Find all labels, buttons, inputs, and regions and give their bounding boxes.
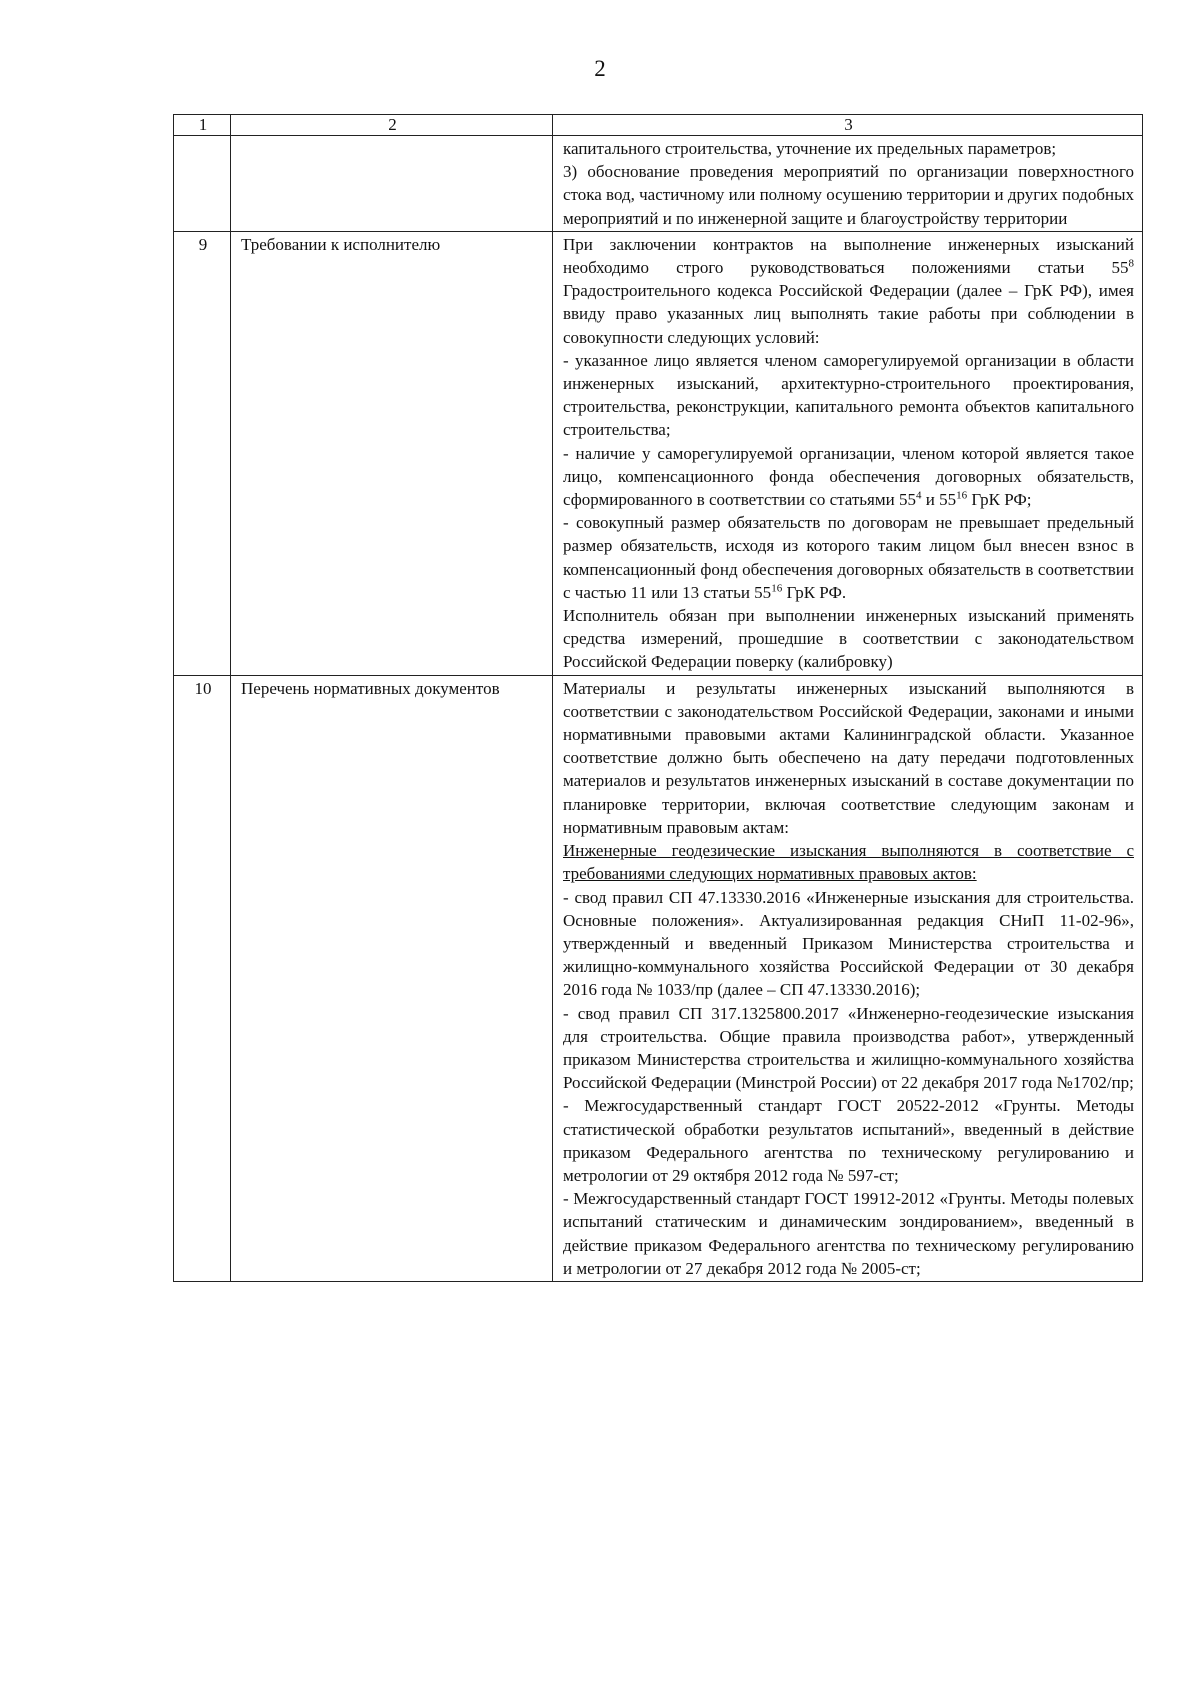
superscript: 16	[771, 582, 783, 595]
paragraph	[563, 233, 1134, 349]
header-col-3: 3	[553, 115, 1143, 136]
row-name	[231, 136, 553, 232]
row-name: Перечень нормативных документов	[231, 675, 553, 1281]
paragraph: 3) обоснование проведения мероприятий по организации поверхностного стока вод, частичному или полному осушению территории и других подобных мероприятий и по инженерной защите и благоустройству территории	[563, 162, 1134, 228]
paragraph: - свод правил СП 317.1325800.2017 «Инженерно-геодезические изыскания для строительства. Общие правила производства работ», утвержденный приказом Министерства строительства и жилищно-коммунального хозяйства Российской Федерации (Минстрой России) от 22 декабря 2017 года №1702/пр;	[563, 1003, 1134, 1093]
text-fragment: и 55	[921, 490, 957, 510]
text-fragment: - совокупный размер обязательств по договорам не превышает предельный размер обязательств, исходя из которого таким лицом был внесен взнос в компенсационный фонд обеспечения договорных обязательств в соответствии с частью 11 или 13 статьи 55	[563, 513, 1134, 602]
requirements-table	[173, 114, 1143, 1282]
table-row-continuation	[174, 136, 1143, 232]
superscript: 16	[956, 489, 968, 502]
text-fragment: ГрК РФ.	[782, 582, 847, 602]
paragraph: - свод правил СП 47.13330.2016 «Инженерные изыскания для строительства. Основные положения». Актуализированная редакция СНиП 11-02-96», утвержденный и введенный Приказом Министерства строительства и жилищно-коммунального хозяйства Российской Федерации от 30 декабря 2016 года № 1033/пр (далее – СП 47.13330.2016);	[563, 887, 1134, 1000]
text-fragment: Градостроительного кодекса Российской Федерации (далее – ГрК РФ), имея ввиду право указанных лиц выполнять такие работы при соблюдении в совокупности следующих условий:	[563, 281, 1134, 347]
row-number	[174, 136, 231, 232]
section-heading-underlined: Инженерные геодезические изыскания выполняются в соответствие с требованиями следующих нормативных правовых актов:	[563, 841, 1134, 884]
table-header-row	[174, 115, 1143, 136]
paragraph: - Межгосударственный стандарт ГОСТ 20522-2012 «Грунты. Методы статистической обработки результатов испытаний», введенный в действие приказом Федерального агентства по техническому регулированию и метрологии от 29 октября 2012 года № 597-ст;	[563, 1096, 1134, 1185]
row-content	[553, 136, 1143, 232]
table-row-9	[174, 231, 1143, 675]
row-content	[553, 675, 1143, 1281]
header-col-2: 2	[231, 115, 553, 136]
text-fragment: При заключении контрактов на выполнение инженерных изысканий необходимо строго руководствоваться положениями статьи 55	[563, 234, 1134, 278]
header-col-1: 1	[174, 115, 231, 136]
paragraph: - Межгосударственный стандарт ГОСТ 19912-2012 «Грунты. Методы полевых испытаний статическим и динамическим зондированием», введенный в действие приказом Федерального агентства по техническому регулированию и метрологии от 27 декабря 2012 года № 2005-ст;	[563, 1189, 1134, 1278]
text-fragment: - наличие у саморегулируемой организации, членом которой является такое лицо, компенсационного фонда обеспечения договорных обязательств, сформированного в соответствии со статьями 55	[563, 443, 1134, 510]
text-fragment: ГрК РФ;	[967, 490, 1032, 510]
superscript: 4	[915, 489, 922, 502]
row-number: 10	[174, 675, 231, 1281]
paragraph: Исполнитель обязан при выполнении инженерных изысканий применять средства измерений, прошедшие в соответствии с законодательством Российской Федерации поверку (калибровку)	[563, 606, 1134, 672]
page-number: 2	[594, 56, 606, 81]
paragraph: - указанное лицо является членом саморегулируемой организации в области инженерных изысканий, архитектурно-строительного проектирования, строительства, реконструкции, капитального ремонта объектов капитального строительства;	[563, 350, 1134, 440]
paragraph	[563, 442, 1134, 512]
row-number: 9	[174, 231, 231, 675]
superscript: 8	[1128, 257, 1134, 270]
paragraph: капитального строительства, уточнение их предельных параметров;	[563, 139, 1057, 158]
paragraph: Материалы и результаты инженерных изысканий выполняются в соответствии с законодательством Российской Федерации, законами и иными нормативными правовыми актами Калининградской области. Указанное соответствие должно быть обеспечено на дату передачи подготовленных материалов и результатов инженерных изысканий в составе документации по планировке территории, включая соответствие следующим законам и нормативным правовым актам:	[563, 678, 1134, 837]
row-name: Требовании к исполнителю	[231, 231, 553, 675]
paragraph	[563, 511, 1134, 604]
row-content	[553, 231, 1143, 675]
table-row-10	[174, 675, 1143, 1281]
